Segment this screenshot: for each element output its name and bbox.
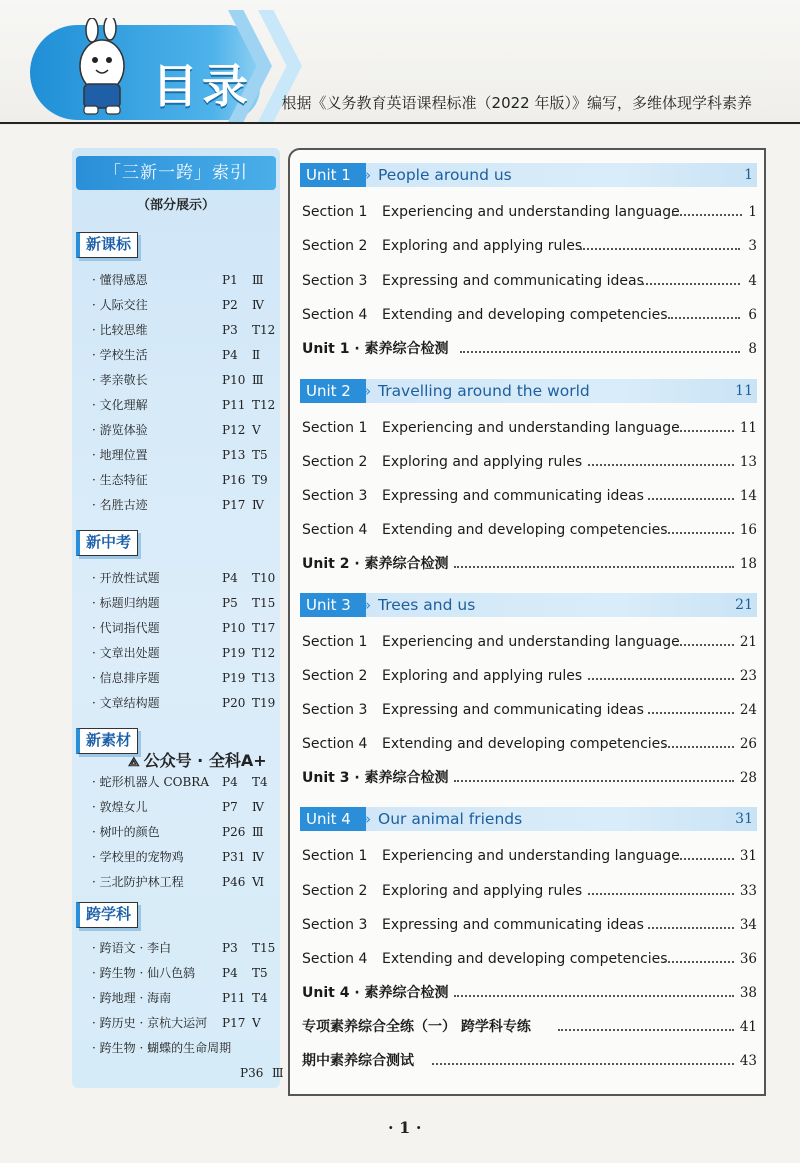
toc-row[interactable]: 期中素养综合测试 43: [302, 1053, 757, 1069]
category-xinzhongkao: 新中考: [76, 530, 138, 556]
category-list: [92, 566, 282, 716]
page-title: 目录: [152, 59, 252, 113]
unit-tag: Unit 4: [300, 807, 366, 831]
toc-row[interactable]: Unit 2 · 素养综合检测 18: [302, 556, 757, 572]
list-item: · 树叶的颜色 P26 Ⅲ: [92, 825, 264, 839]
watermark-text: ⟁ 公众号 · 全科A+: [128, 751, 267, 770]
list-item: · 代词指代题 P10 T17: [92, 621, 276, 635]
toc-row[interactable]: Section 4 Extending and developing competencies 26: [302, 736, 757, 752]
list-item: · 跨生物 · 仙八色鸫 P4 T5: [92, 966, 268, 980]
toc-row[interactable]: Section 1 Experiencing and understanding language 11: [302, 420, 757, 436]
list-item: · 文章结构题 P20 T19: [92, 696, 276, 710]
toc-row[interactable]: Section 2 Exploring and applying rules 33: [302, 883, 757, 899]
list-item: P36 Ⅲ: [240, 1066, 284, 1080]
list-item: · 地理位置 P13 T5: [92, 448, 268, 462]
category-kuaxueke: 跨学科: [76, 902, 138, 928]
toc-row[interactable]: Section 2 Exploring and applying rules 3: [302, 238, 757, 254]
unit-page: 1: [744, 167, 753, 183]
list-item: · 文化理解 P11 T12: [92, 398, 276, 412]
unit-header: [300, 807, 757, 831]
unit-header: [300, 593, 757, 617]
page-number: · 1 ·: [388, 1118, 422, 1137]
list-item: · 人际交往 P2 Ⅳ: [92, 298, 264, 312]
unit-tag: Unit 3: [300, 593, 366, 617]
double-chevron-icon: »: [362, 382, 372, 400]
category-xinkebiao: 新课标: [76, 232, 138, 258]
header-divider: [0, 122, 800, 124]
list-item: · 蛇形机器人 COBRA P4 T4: [92, 775, 268, 789]
unit-header: [300, 163, 757, 187]
list-item: · 比较思维 P3 T12: [92, 323, 276, 337]
double-chevron-icon: »: [362, 810, 372, 828]
sidebar-subtitle: （部分展示）: [136, 198, 215, 213]
toc-row[interactable]: 专项素养综合全练（一） 跨学科专练 41: [302, 1019, 757, 1035]
mascot-icon: [70, 18, 134, 116]
toc-row[interactable]: Section 2 Exploring and applying rules 23: [302, 668, 757, 684]
list-item: · 开放性试题 P4 T10: [92, 571, 276, 585]
list-item: · 游览体验 P12 Ⅴ: [92, 423, 261, 437]
list-item: · 学校里的宠物鸡 P31 Ⅳ: [92, 850, 264, 864]
toc-row[interactable]: Section 4 Extending and developing competencies 36: [302, 951, 757, 967]
unit-title: Trees and us: [378, 596, 476, 614]
unit-title: Our animal friends: [378, 810, 523, 828]
toc-row[interactable]: Unit 1 · 素养综合检测 8: [302, 341, 757, 357]
list-item: · 懂得感恩 P1 Ⅲ: [92, 273, 264, 287]
index-sidebar: [72, 148, 284, 1088]
unit-header: [300, 379, 757, 403]
list-item: · 跨历史 · 京杭大运河 P17 Ⅴ: [92, 1016, 261, 1030]
list-item: · 孝亲敬长 P10 Ⅲ: [92, 373, 264, 387]
list-item: · 信息排序题 P19 T13: [92, 671, 276, 685]
toc-row[interactable]: Section 3 Expressing and communicating ideas 24: [302, 702, 757, 718]
toc-row[interactable]: Section 1 Experiencing and understanding language 1: [302, 204, 757, 220]
toc-row[interactable]: Section 3 Expressing and communicating ideas 4: [302, 273, 757, 289]
list-item: · 标题归纳题 P5 T15: [92, 596, 276, 610]
sidebar-title: 「三新一跨」索引: [76, 156, 276, 190]
category-list: [92, 936, 282, 1086]
unit-title: People around us: [378, 166, 512, 184]
unit-page: 21: [735, 597, 753, 613]
toc-row[interactable]: Section 3 Expressing and communicating ideas 34: [302, 917, 757, 933]
list-item: · 跨语文 · 李白 P3 T15: [92, 941, 276, 955]
toc-row[interactable]: Section 2 Exploring and applying rules 13: [302, 454, 757, 470]
double-chevron-icon: »: [362, 166, 372, 184]
category-xinsucai: 新素材: [76, 728, 138, 754]
list-item: · 名胜古迹 P17 Ⅳ: [92, 498, 264, 512]
list-item: · 跨生物 · 蝴蝶的生命周期: [92, 1041, 232, 1055]
unit-page: 31: [735, 811, 753, 827]
toc-row[interactable]: Section 4 Extending and developing competencies 16: [302, 522, 757, 538]
list-item: · 文章出处题 P19 T12: [92, 646, 276, 660]
unit-tag: Unit 2: [300, 379, 366, 403]
toc-row[interactable]: Section 1 Experiencing and understanding language 21: [302, 634, 757, 650]
list-item: · 三北防护林工程 P46 Ⅵ: [92, 875, 265, 889]
list-item: · 生态特征 P16 T9: [92, 473, 268, 487]
unit-title: Travelling around the world: [378, 382, 590, 400]
toc-row[interactable]: Section 3 Expressing and communicating ideas 14: [302, 488, 757, 504]
toc-row[interactable]: Section 1 Experiencing and understanding language 31: [302, 848, 757, 864]
list-item: · 跨地理 · 海南 P11 T4: [92, 991, 268, 1005]
unit-page: 11: [735, 383, 753, 399]
toc-row[interactable]: Unit 3 · 素养综合检测 28: [302, 770, 757, 786]
category-list: [92, 268, 282, 518]
list-item: · 敦煌女儿 P7 Ⅳ: [92, 800, 264, 814]
page-subtitle: 根据《义务教育英语课程标准（2022 年版）》编写，多维体现学科素养: [281, 94, 752, 112]
category-list: [92, 770, 282, 895]
double-chevron-icon: »: [362, 596, 372, 614]
unit-tag: Unit 1: [300, 163, 366, 187]
toc-row[interactable]: Unit 4 · 素养综合检测 38: [302, 985, 757, 1001]
toc-row[interactable]: Section 4 Extending and developing competencies 6: [302, 307, 757, 323]
list-item: · 学校生活 P4 Ⅱ: [92, 348, 261, 362]
logo-icon: ⟁: [128, 755, 140, 770]
